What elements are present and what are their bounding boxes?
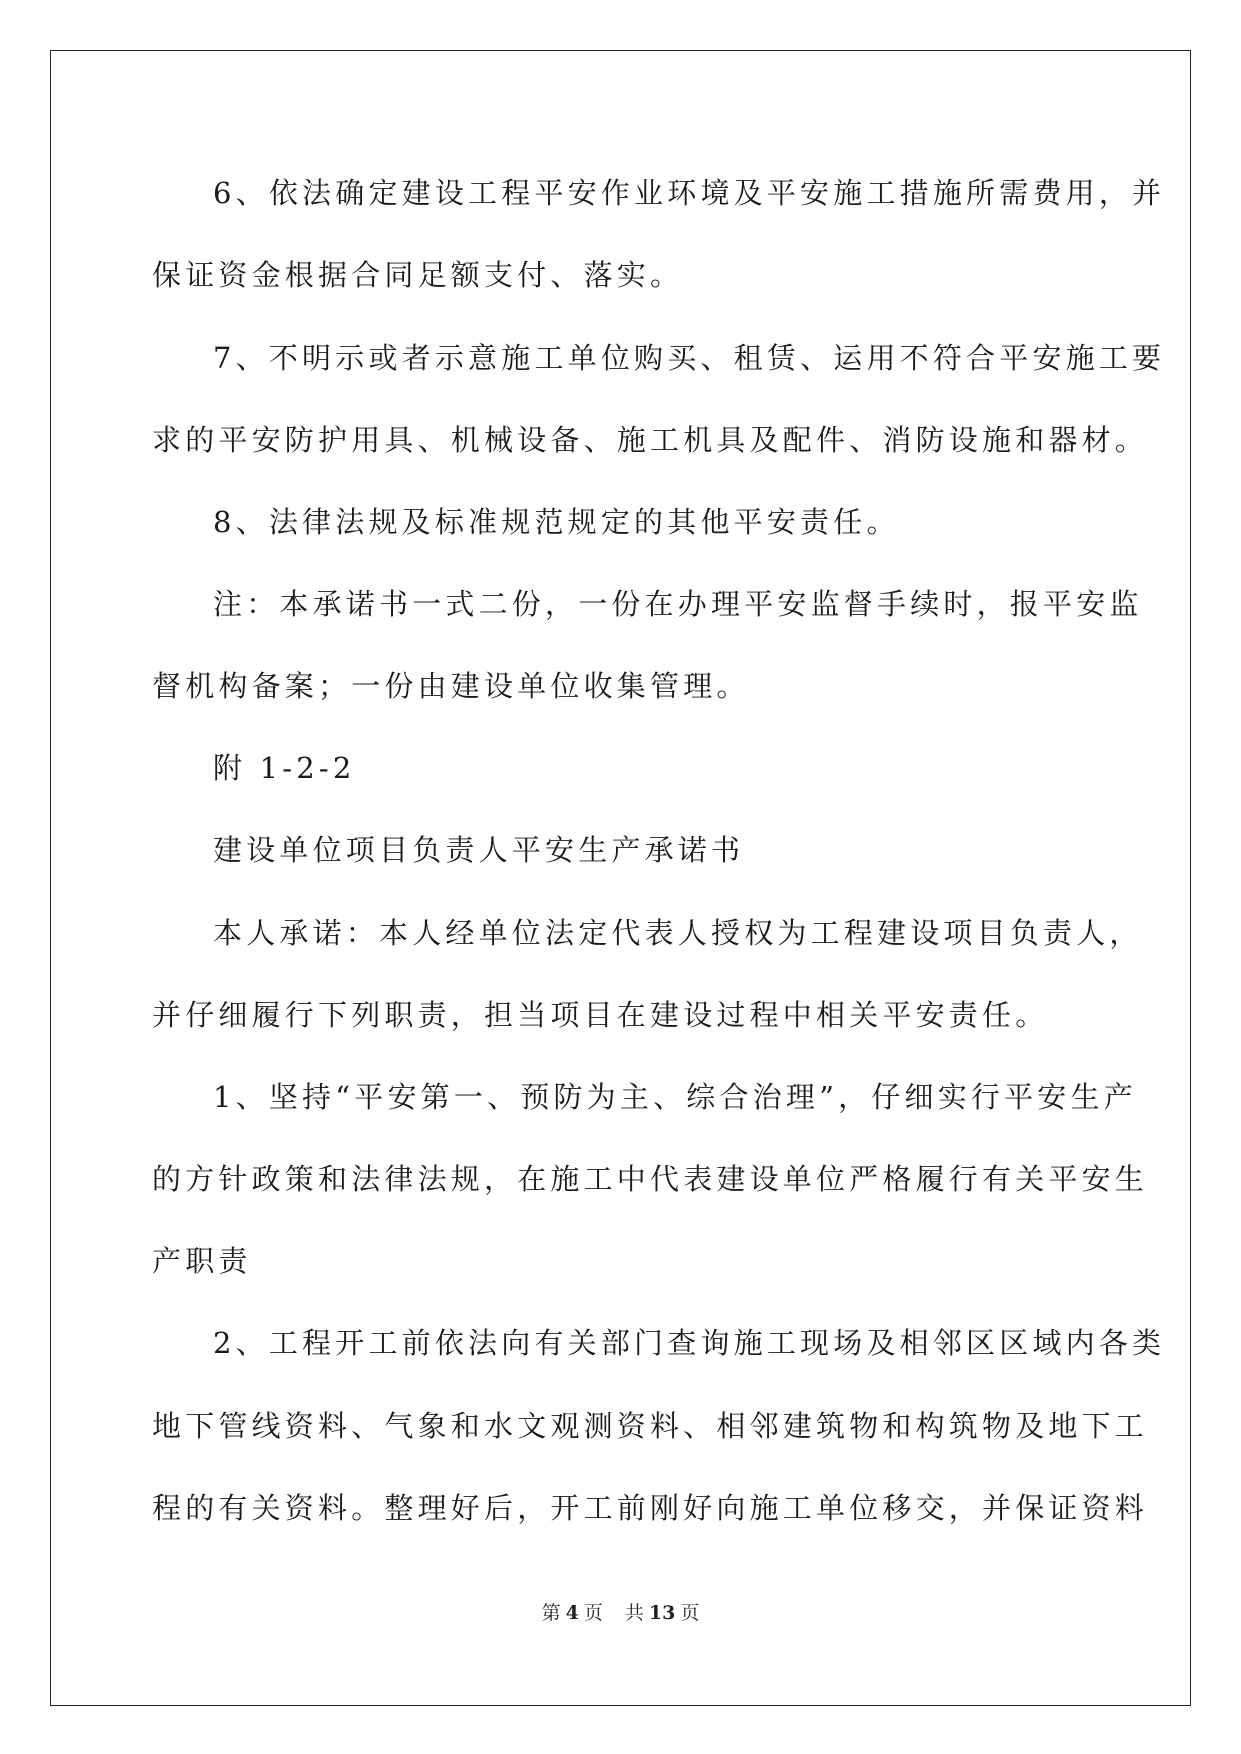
duty-1-line-1: 1、坚持“平安第一、预防为主、综合治理”，仔细实行平安生产 (213, 1080, 1137, 1114)
section-title: 建设单位项目负责人平安生产承诺书 (213, 833, 745, 867)
page-current: 4 (565, 1602, 579, 1624)
duty-1-line-3: 产职责 (152, 1244, 252, 1278)
pledge-line-2: 并仔细履行下列职责，担当项目在建设过程中相关平安责任。 (152, 998, 1049, 1032)
pledge-line-1: 本人承诺：本人经单位法定代表人授权为工程建设项目负责人， (213, 916, 1143, 950)
page-footer (0, 1602, 1241, 1624)
note-line-2: 督机构备案；一份由建设单位收集管理。 (152, 669, 750, 703)
total-prefix: 共 (624, 1602, 644, 1624)
page-total: 13 (648, 1602, 676, 1624)
duty-1-line-2: 的方针政策和法律法规，在施工中代表建设单位严格履行有关平安生 (152, 1162, 1149, 1196)
duty-2-line-1: 2、工程开工前依法向有关部门查询施工现场及相邻区区域内各类 (213, 1326, 1166, 1360)
total-suffix: 页 (680, 1602, 700, 1624)
attachment-number: 附 1-2-2 (213, 751, 356, 785)
note-line-1: 注：本承诺书一式二份，一份在办理平安监督手续时，报平安监 (213, 587, 1143, 621)
paragraph-7-line-2: 求的平安防护用具、机械设备、施工机具及配件、消防设施和器材。 (152, 423, 1149, 457)
page-border (50, 50, 1191, 1706)
paragraph-6-line-2: 保证资金根据合同足额支付、落实。 (152, 258, 684, 292)
page-prefix: 第 (541, 1602, 561, 1624)
paragraph-6-line-1: 6、依法确定建设工程平安作业环境及平安施工措施所需费用，并 (213, 176, 1166, 210)
paragraph-8-line-1: 8、法律法规及标准规范规定的其他平安责任。 (213, 505, 900, 539)
duty-2-line-3: 程的有关资料。整理好后，开工前刚好向施工单位移交，并保证资料 (152, 1491, 1149, 1525)
paragraph-7-line-1: 7、不明示或者示意施工单位购买、租赁、运用不符合平安施工要 (213, 341, 1166, 375)
duty-2-line-2: 地下管线资料、气象和水文观测资料、相邻建筑物和构筑物及地下工 (152, 1409, 1149, 1443)
page-suffix: 页 (583, 1602, 603, 1624)
